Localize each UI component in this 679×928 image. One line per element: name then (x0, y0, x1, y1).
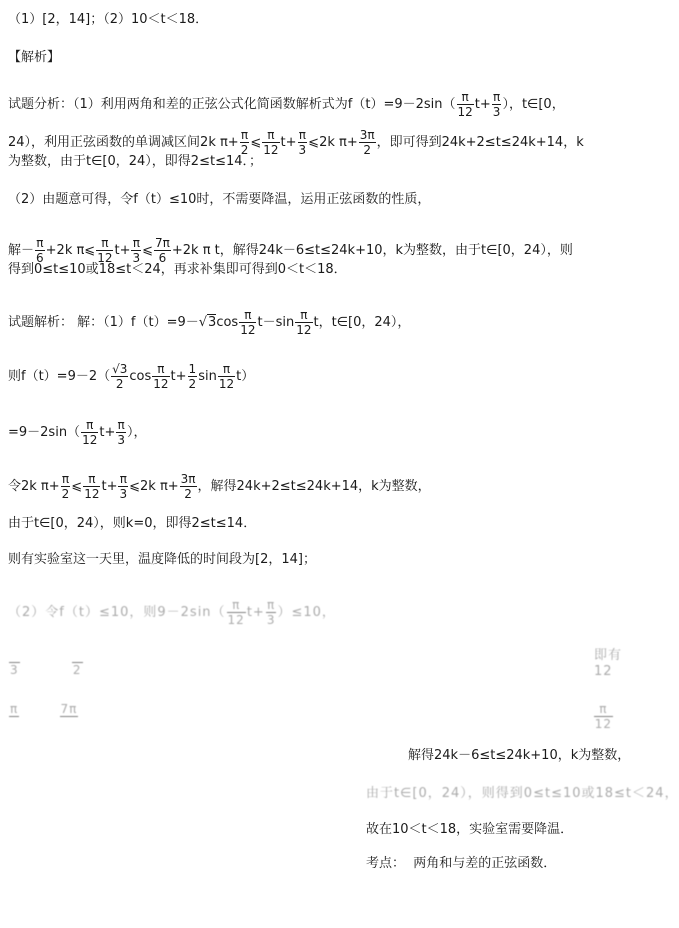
solution-line-3: =9－2sin（ $\frac{\pi}{12}$ t+ $\frac{\pi}{3}$ ）， (8, 418, 147, 447)
solution-line-1: 试题解析： 解：（1）f（t）=9－√3cos $\frac{\pi}{12}$ t－sin $\frac{\pi}{12}$ t，t∈[0，24）， (8, 308, 411, 337)
solution-line-5: 由于t∈[0，24），则k=0，即得2≤t≤14． (8, 516, 257, 531)
analysis-line-2: 24），利用正弦函数的单调减区间2k π+ $\frac{\pi}{2}$ ⩽ $\frac{\pi}{12}$ t+ $\frac{\pi}{3}$ ⩽2k π+ $\frac{3\pi}{2}$ ，即可得到24k+2≤t≤24k+14，k (8, 128, 584, 157)
fraction: $\frac{\pi}{3}$ (492, 90, 501, 119)
jiexi-heading: 【解析】 (8, 50, 61, 65)
analysis-line-5: 解－ $\frac{\pi}{6}$ +2k π⩽ $\frac{\pi}{12}$ t+ $\frac{\pi}{3}$ ⩽ $\frac{7\pi}{6}$ +2k π t，解得24k－6≤t≤24k+10，k为整数，由于t∈[0，24），则 (8, 236, 573, 265)
solution-line-12: 故在10＜t＜18，实验室需要降温． (366, 822, 574, 837)
solution-line-2: 则f（t）=9－2（ $\frac{√3}{2}$ cos $\frac{\pi}{12}$ t+ $\frac{1}{2}$ sin $\frac{\pi}{12}$ t） (8, 362, 255, 391)
solution-line-8: 3 2 即有 12 (10, 648, 622, 679)
solution-line-9: π 7π $\frac{\pi}{12}$ (10, 702, 612, 731)
kaodian-line: 考点： 两角和与差的正弦函数． (366, 856, 557, 871)
analysis-line-3: 为整数，由于t∈[0，24），即得2≤t≤14．； (8, 154, 263, 169)
solution-line-6: 则有实验室这一天里，温度降低的时间段为[2，14]； (8, 552, 316, 567)
analysis-line-6: 得到0≤t≤10或18≤t＜24，再求补集即可得到0＜t＜18． (8, 262, 347, 277)
fraction: $\frac{\pi}{12}$ (457, 90, 473, 119)
sqrt: √3 (198, 315, 217, 330)
analysis-line-1: 试题分析：（1）利用两角和差的正弦公式化简函数解析式为f（t）=9－2sin（ $\frac{\pi}{12}$ t+ $\frac{\pi}{3}$ ），t∈[0， (8, 90, 565, 119)
solution-line-11: 由于t∈[0，24），则得到0≤t≤10或18≤t＜24， (366, 786, 679, 801)
solution-line-10: 解得24k－6≤t≤24k+10，k为整数， (408, 748, 631, 763)
solution-line-7: （2）令f（t）≤10，则9－2sin（ $\frac{\pi}{12}$ t+ $\frac{\pi}{3}$ ）≤10， (8, 598, 336, 627)
answer-line: （1）[2，14]；（2）10＜t＜18． (8, 12, 209, 27)
solution-line-4: 令2k π+ $\frac{\pi}{2}$ ⩽ $\frac{\pi}{12}$ t+ $\frac{\pi}{3}$ ⩽2k π+ $\frac{3\pi}{2}$ ，解得24k+2≤t≤24k+14，k为整数， (8, 472, 431, 501)
analysis-line-4: （2）由题意可得，令f（t）≤10时，不需要降温，运用正弦函数的性质， (8, 192, 431, 207)
